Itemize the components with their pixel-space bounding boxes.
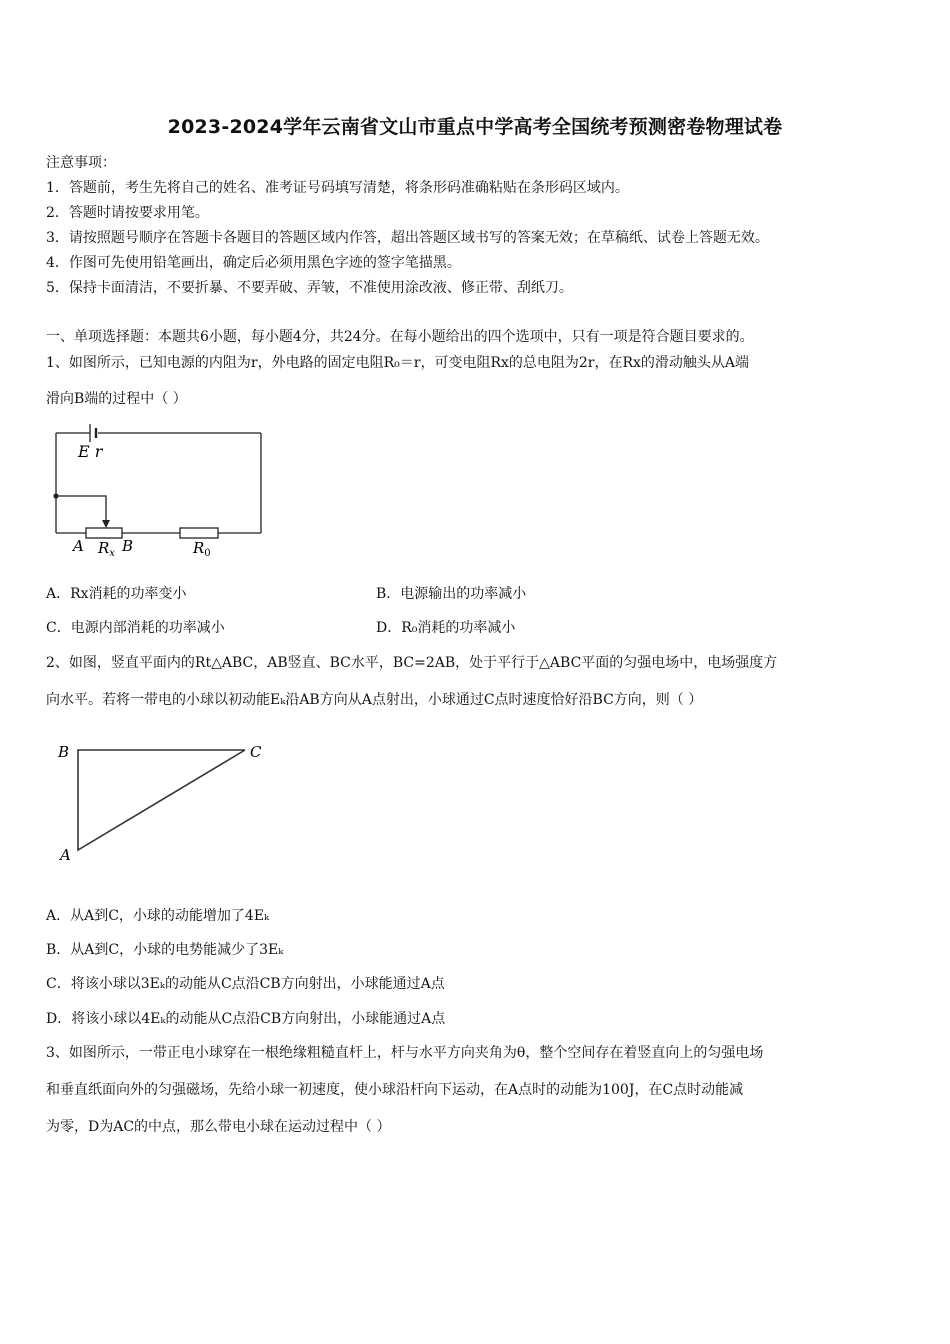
rx-label-main: R bbox=[98, 539, 110, 557]
vertex-c-label: C bbox=[250, 743, 262, 761]
question-3-text: 3、如图所示，一带正电小球穿在一根绝缘粗糙直杆上，杆与水平方向夹角为θ，整个空间存在着竖直向上的匀强电场 bbox=[46, 1045, 764, 1061]
r0-label bbox=[192, 539, 211, 559]
question-2-text: 2、如图，竖直平面内的Rt△ABC，AB竖直、BC水平，BC=2AB，处于平行于△ABC平面的匀强电场中，电场强度方 bbox=[46, 655, 778, 671]
q1-option-d: D．R₀消耗的功率减小 bbox=[376, 620, 516, 636]
notice-item: 4．作图可先使用铅笔画出，确定后必须用黑色字迹的签字笔描黑。 bbox=[46, 255, 461, 271]
terminal-b-label: B bbox=[122, 537, 134, 555]
q1-option-c: C．电源内部消耗的功率减小 bbox=[46, 620, 225, 636]
notice-heading: 注意事项： bbox=[46, 155, 116, 171]
r0-label-sub: 0 bbox=[204, 548, 211, 559]
q2-option-a: A．从A到C，小球的动能增加了4Eₖ bbox=[46, 908, 270, 924]
notice-item: 2．答题时请按要求用笔。 bbox=[46, 205, 209, 221]
junction-dot bbox=[53, 493, 58, 498]
question-2-text-cont: 向水平。若将一带电的小球以初动能Eₖ沿AB方向从A点射出，小球通过C点时速度恰好沿BC方向，则（ ） bbox=[46, 692, 703, 708]
notice-item: 1．答题前，考生先将自己的姓名、准考证号码填写清楚，将条形码准确粘贴在条形码区域内。 bbox=[46, 180, 629, 196]
rx-label bbox=[97, 539, 115, 559]
triangle-diagram bbox=[50, 722, 280, 872]
question-3-text-cont2: 为零，D为AC的中点，那么带电小球在运动过程中（ ） bbox=[46, 1119, 391, 1135]
terminal-a-label: A bbox=[73, 537, 84, 555]
source-label: E r bbox=[78, 442, 103, 461]
vertex-b-label: B bbox=[58, 743, 70, 761]
question-1-text-cont: 滑向B端的过程中（ ） bbox=[46, 391, 187, 407]
slider-arrow bbox=[102, 520, 110, 528]
q1-option-a: A．Rx消耗的功率变小 bbox=[46, 586, 187, 602]
rx-label-sub: x bbox=[109, 548, 115, 559]
question-3-text-cont: 和垂直纸面向外的匀强磁场，先给小球一初速度，使小球沿杆向下运动，在A点时的动能为100J，在C点时动能减 bbox=[46, 1082, 744, 1098]
q2-option-c: C．将该小球以3Eₖ的动能从C点沿CB方向射出，小球能通过A点 bbox=[46, 976, 445, 992]
r0-label-main: R bbox=[193, 539, 205, 557]
question-1-text: 1、如图所示，已知电源的内阻为r，外电路的固定电阻R₀＝r，可变电阻Rx的总电阻为2r，在Rx的滑动触头从A端 bbox=[46, 355, 750, 371]
q1-option-b: B．电源输出的功率减小 bbox=[376, 586, 527, 602]
q2-option-b: B．从A到C，小球的电势能减少了3Eₖ bbox=[46, 942, 284, 958]
vertex-a-label: A bbox=[60, 846, 71, 864]
q2-option-d: D．将该小球以4Eₖ的动能从C点沿CB方向射出，小球能通过A点 bbox=[46, 1011, 446, 1027]
notice-item: 3．请按照题号顺序在答题卡各题目的答题区域内作答，超出答题区域书写的答案无效；在草稿纸、试卷上答题无效。 bbox=[46, 230, 769, 246]
exam-title: 2023-2024学年云南省文山市重点中学高考全国统考预测密卷物理试卷 bbox=[167, 116, 783, 138]
circuit-diagram bbox=[40, 418, 280, 568]
section-heading: 一、单项选择题：本题共6小题，每小题4分，共24分。在每小题给出的四个选项中，只有一项是符合题目要求的。 bbox=[46, 329, 754, 345]
notice-item: 5．保持卡面清洁，不要折暴、不要弄破、弄皱，不准使用涂改液、修正带、刮纸刀。 bbox=[46, 280, 573, 296]
